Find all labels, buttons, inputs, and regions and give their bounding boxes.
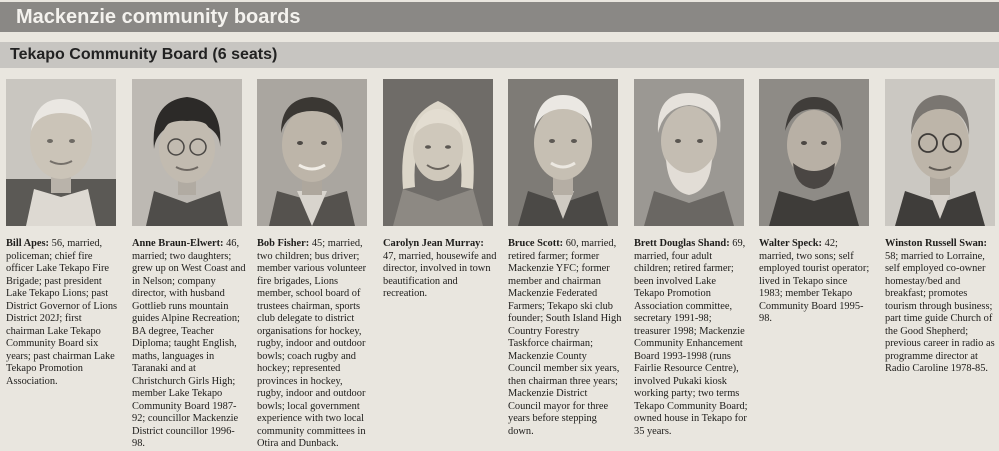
member-description: 46, married; two daughters; grew up on West Coast and in Nelson; company director, with husband Gottlieb runs mountain guides Alpine Recreation; BA degree, Teacher Diploma; taught English, maths, languages in Taranaki and at Christchurch Girls High; member Lake Tekapo Community Board 1987-92; councillor Mackenzie District councillor 1996-98. [132,238,246,449]
page-title: Mackenzie community boards [16,5,301,28]
member-bio-1 [6,238,120,388]
member-bio-4 [383,238,497,301]
member-description: 56, married, policeman; chief fire officer Lake Tekapo Fire Brigade; past president Lake Tekapo Lions; past District Governor of Lions District 202J; first chairman Lake Tekapo Community Board six years; past chairman Lake Tekapo Promotion Association. [6,238,118,387]
member-bio-2 [132,238,246,451]
portrait-photo-7 [759,79,869,226]
portrait-photo-6 [634,79,744,226]
member-name: Bruce Scott: [508,238,564,249]
member-description: 47, married, housewife and director, involved in town beautification and recreation. [383,250,497,299]
portrait-photo-5 [508,79,618,226]
portrait-photo-3 [257,79,367,226]
member-name: Walter Speck: [759,238,823,249]
portrait-photo-2 [132,79,242,226]
portrait-photo-8 [885,79,995,226]
member-bio-8 [885,238,999,376]
member-description: 69, married, four adult children; retired farmer; been involved Lake Tekapo Promotion Association committee, secretary 1991-98; treasurer 1998; Mackenzie Community Enhancement Board 1993-1998 (runs Fairlie Resource Centre), involved Pukaki kiosk working party; two terms Tekapo Community Board; owned house in Tekapo for 35 years. [634,238,748,437]
member-name: Brett Douglas Shand: [634,238,730,249]
member-bio-7 [759,238,873,326]
member-description: 60, married, retired farmer; former Mackenzie YFC; former member and chairman Mackenzie Federated Farmers; Tekapo ski club founder; South Island High Country Forestry Taskforce chairman; Mackenzie County Council member six years, then chairman three years; Mackenzie District Council mayor for three years before stepping down. [508,238,622,437]
member-bio-6 [634,238,748,438]
subtitle-banner [0,42,999,68]
title-banner [0,2,999,32]
member-name: Anne Braun-Elwert: [132,238,224,249]
member-bio-3 [257,238,371,451]
section-title: Tekapo Community Board (6 seats) [10,46,278,63]
portrait-photo-1 [6,79,116,226]
member-description: 45; married, two children; bus driver; member various volunteer fire brigades, Lions member, school board of trustees chairman, sports club delegate to district organisations for hockey, rugby, indoor and outdoor bowls; coach rugby and hockey; represented provinces in hockey, rugby, indoor and outdoor bowls; local government experience with two local community committees in Otira and Dunback. [257,238,367,449]
member-name: Bill Apes: [6,238,50,249]
member-bio-5 [508,238,622,438]
member-name: Bob Fisher: [257,238,310,249]
member-description: 58; married to Lorraine, self employed co-owner homestay/bed and breakfast; promotes tourism through business; part time guide Church of the Good Shepherd; previous career in radio as programme director at Radio Caroline 1978-85. [885,250,995,374]
member-name: Winston Russell Swan: [885,238,988,249]
member-description: 42; married, two sons; self employed tourist operator; lived in Tekapo since 1983; member Tekapo Community Board 1995-98. [759,238,870,324]
member-name: Carolyn Jean Murray: [383,238,484,249]
portrait-photo-4 [383,79,493,226]
